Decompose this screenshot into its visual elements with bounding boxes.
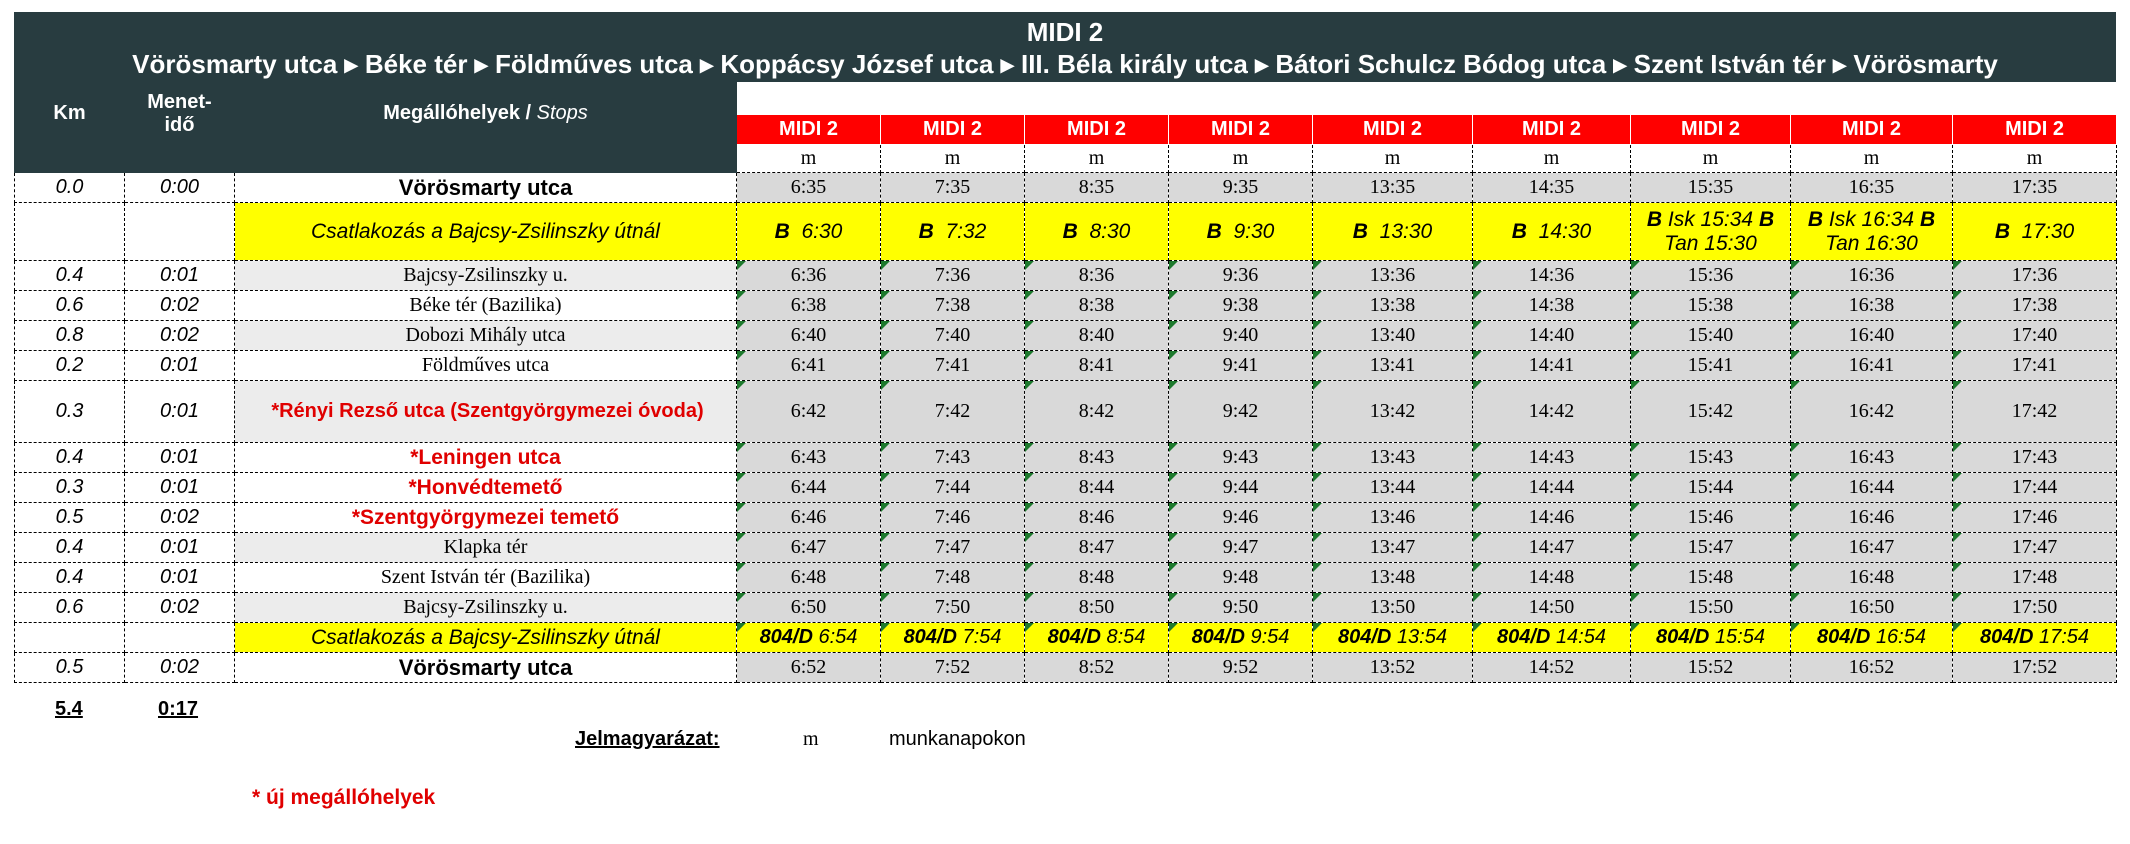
departure-time: 7:43	[881, 443, 1025, 473]
departure-time: 7:48	[881, 563, 1025, 593]
departure-time: 9:38	[1169, 291, 1313, 321]
connection-cell: B Isk 15:34 B Tan 15:30	[1631, 203, 1791, 261]
departure-time: 16:46	[1791, 503, 1953, 533]
departure-time: 13:52	[1313, 653, 1473, 683]
departure-time: 16:48	[1791, 563, 1953, 593]
departure-time: 15:47	[1631, 533, 1791, 563]
connection-cell: 804/D 15:54	[1631, 623, 1791, 653]
departure-time: 15:42	[1631, 381, 1791, 443]
departure-time: 14:46	[1473, 503, 1631, 533]
travel-time-cell: 0:02	[125, 653, 235, 683]
departure-time: 6:43	[737, 443, 881, 473]
departure-time: 6:41	[737, 351, 881, 381]
departure-time: 13:44	[1313, 473, 1473, 503]
connection-cell: B 7:32	[881, 203, 1025, 261]
departure-time: 6:38	[737, 291, 881, 321]
travel-time-cell: 0:01	[125, 443, 235, 473]
connection-cell: 804/D 13:54	[1313, 623, 1473, 653]
departure-time: 15:48	[1631, 563, 1791, 593]
travel-time-cell: 0:02	[125, 321, 235, 351]
table-row	[15, 443, 2117, 473]
departure-time: 15:41	[1631, 351, 1791, 381]
departure-time: 14:47	[1473, 533, 1631, 563]
departure-time: 8:36	[1025, 261, 1169, 291]
departure-time: 6:48	[737, 563, 881, 593]
departure-time: 13:43	[1313, 443, 1473, 473]
travel-time-cell: 0:01	[125, 261, 235, 291]
departure-time: 17:48	[1953, 563, 2117, 593]
stop-name: Földműves utca	[235, 351, 737, 381]
connection-cell: B 8:30	[1025, 203, 1169, 261]
connection-cell: 804/D 17:54	[1953, 623, 2117, 653]
departure-time: 15:52	[1631, 653, 1791, 683]
km-cell: 0.2	[15, 351, 125, 381]
departure-time: 16:35	[1791, 173, 1953, 203]
departure-time: 13:47	[1313, 533, 1473, 563]
travel-time-cell: 0:01	[125, 381, 235, 443]
travel-time-cell: 0:01	[125, 351, 235, 381]
departure-time: 6:50	[737, 593, 881, 623]
departure-time: 16:42	[1791, 381, 1953, 443]
departure-time: 15:40	[1631, 321, 1791, 351]
km-cell: 0.6	[15, 593, 125, 623]
travel-time-cell: 0:02	[125, 291, 235, 321]
connection-cell: B 6:30	[737, 203, 881, 261]
table-row	[15, 503, 2117, 533]
departure-time: 16:43	[1791, 443, 1953, 473]
departure-time: 15:50	[1631, 593, 1791, 623]
departure-time: 17:40	[1953, 321, 2117, 351]
connection-cell: B 13:30	[1313, 203, 1473, 261]
route-label: MIDI 2	[1631, 115, 1791, 145]
departure-time: 17:47	[1953, 533, 2117, 563]
departure-time: 14:41	[1473, 351, 1631, 381]
stop-name: Bajcsy-Zsilinszky u.	[235, 593, 737, 623]
departure-time: 17:52	[1953, 653, 2117, 683]
departure-time: 15:46	[1631, 503, 1791, 533]
departure-time: 13:36	[1313, 261, 1473, 291]
km-cell: 0.3	[15, 473, 125, 503]
legend-label: Jelmagyarázat:	[575, 728, 720, 750]
departure-time: 6:36	[737, 261, 881, 291]
departure-time: 16:44	[1791, 473, 1953, 503]
departure-time: 6:42	[737, 381, 881, 443]
departure-time: 9:41	[1169, 351, 1313, 381]
stop-name: *Honvédtemető	[235, 473, 737, 503]
legend-description: munkanapokon	[889, 728, 1026, 750]
departure-time: 8:46	[1025, 503, 1169, 533]
departure-time: 17:43	[1953, 443, 2117, 473]
departure-time: 9:50	[1169, 593, 1313, 623]
timetable-header	[14, 12, 2116, 82]
departure-time: 8:44	[1025, 473, 1169, 503]
departure-time: 9:48	[1169, 563, 1313, 593]
stop-name: Bajcsy-Zsilinszky u.	[235, 261, 737, 291]
service-mark: m	[1025, 145, 1169, 173]
table-row	[15, 291, 2117, 321]
departure-time: 13:46	[1313, 503, 1473, 533]
route-label: MIDI 2	[1473, 115, 1631, 145]
departure-time: 8:43	[1025, 443, 1169, 473]
departure-time: 16:52	[1791, 653, 1953, 683]
route-label: MIDI 2	[1313, 115, 1473, 145]
stop-name: Klapka tér	[235, 533, 737, 563]
departure-time: 6:40	[737, 321, 881, 351]
stop-name: Béke tér (Bazilika)	[235, 291, 737, 321]
table-row	[15, 351, 2117, 381]
departure-time: 9:40	[1169, 321, 1313, 351]
departure-time: 7:35	[881, 173, 1025, 203]
departure-time: 17:38	[1953, 291, 2117, 321]
route-label: MIDI 2	[1025, 115, 1169, 145]
departure-time: 14:38	[1473, 291, 1631, 321]
travel-time-cell: 0:02	[125, 503, 235, 533]
travel-time-cell: 0:01	[125, 563, 235, 593]
departure-time: 13:40	[1313, 321, 1473, 351]
km-cell: 0.3	[15, 381, 125, 443]
legend-symbol: m	[803, 728, 819, 750]
connection-row	[15, 623, 2117, 653]
departure-time: 14:48	[1473, 563, 1631, 593]
departure-time: 6:52	[737, 653, 881, 683]
departure-time: 15:43	[1631, 443, 1791, 473]
departure-time: 17:41	[1953, 351, 2117, 381]
table-row	[15, 381, 2117, 443]
connection-label: Csatlakozás a Bajcsy-Zsilinszky útnál	[235, 623, 737, 653]
departure-time: 16:36	[1791, 261, 1953, 291]
stop-name: Vörösmarty utca	[235, 653, 737, 683]
departure-time: 6:44	[737, 473, 881, 503]
service-mark: m	[1473, 145, 1631, 173]
departure-time: 8:41	[1025, 351, 1169, 381]
departure-time: 17:44	[1953, 473, 2117, 503]
departure-time: 8:38	[1025, 291, 1169, 321]
departure-time: 16:38	[1791, 291, 1953, 321]
departure-time: 9:36	[1169, 261, 1313, 291]
new-stops-note: * új megállóhelyek	[252, 786, 436, 809]
stop-name: *Szentgyörgymezei temető	[235, 503, 737, 533]
km-cell: 0.6	[15, 291, 125, 321]
departure-time: 9:35	[1169, 173, 1313, 203]
total-km: 5.4	[55, 698, 83, 720]
departure-time: 14:43	[1473, 443, 1631, 473]
km-cell: 0.4	[15, 261, 125, 291]
stop-name: Vörösmarty utca	[235, 173, 737, 203]
table-row	[15, 473, 2117, 503]
route-label: MIDI 2	[737, 115, 881, 145]
travel-time-cell: 0:00	[125, 173, 235, 203]
departure-time: 8:47	[1025, 533, 1169, 563]
table-row	[15, 321, 2117, 351]
km-cell: 0.0	[15, 173, 125, 203]
table-row	[15, 533, 2117, 563]
stop-name: Dobozi Mihály utca	[235, 321, 737, 351]
departure-time: 9:43	[1169, 443, 1313, 473]
departure-time: 9:52	[1169, 653, 1313, 683]
departure-time: 13:42	[1313, 381, 1473, 443]
service-mark: m	[737, 145, 881, 173]
service-mark: m	[1631, 145, 1791, 173]
connection-cell: 804/D 14:54	[1473, 623, 1631, 653]
connection-cell: B Isk 16:34 B Tan 16:30	[1791, 203, 1953, 261]
connection-cell: 804/D 16:54	[1791, 623, 1953, 653]
connection-cell: 804/D 8:54	[1025, 623, 1169, 653]
departure-time: 9:44	[1169, 473, 1313, 503]
route-label: MIDI 2	[881, 115, 1025, 145]
departure-time: 15:35	[1631, 173, 1791, 203]
route-label: MIDI 2	[1791, 115, 1953, 145]
total-time: 0:17	[158, 698, 199, 720]
travel-time-header: Menet- idő	[125, 83, 235, 145]
departure-time: 13:48	[1313, 563, 1473, 593]
connection-cell: 804/D 7:54	[881, 623, 1025, 653]
departure-time: 16:40	[1791, 321, 1953, 351]
departure-time: 16:47	[1791, 533, 1953, 563]
table-row	[15, 563, 2117, 593]
stop-name: Szent István tér (Bazilika)	[235, 563, 737, 593]
departure-time: 17:36	[1953, 261, 2117, 291]
departure-time: 17:46	[1953, 503, 2117, 533]
line-title: MIDI 2	[1026, 17, 1104, 47]
departure-time: 8:40	[1025, 321, 1169, 351]
departure-time: 14:40	[1473, 321, 1631, 351]
departure-time: 14:42	[1473, 381, 1631, 443]
connection-cell: B 14:30	[1473, 203, 1631, 261]
km-cell: 0.5	[15, 653, 125, 683]
departure-time: 7:41	[881, 351, 1025, 381]
connection-cell: 804/D 6:54	[737, 623, 881, 653]
departure-time: 7:36	[881, 261, 1025, 291]
route-label: MIDI 2	[1953, 115, 2117, 145]
km-cell: 0.4	[15, 443, 125, 473]
departure-time: 13:41	[1313, 351, 1473, 381]
departure-time: 7:47	[881, 533, 1025, 563]
departure-time: 14:35	[1473, 173, 1631, 203]
departure-time: 13:35	[1313, 173, 1473, 203]
stops-header: Megállóhelyek / Stops	[235, 83, 737, 145]
timetable	[14, 82, 2117, 683]
travel-time-cell: 0:02	[125, 593, 235, 623]
connection-cell: 804/D 9:54	[1169, 623, 1313, 653]
departure-time: 17:35	[1953, 173, 2117, 203]
table-row	[15, 593, 2117, 623]
departure-time: 7:44	[881, 473, 1025, 503]
departure-time: 14:36	[1473, 261, 1631, 291]
departure-time: 9:42	[1169, 381, 1313, 443]
km-cell: 0.8	[15, 321, 125, 351]
departure-time: 14:50	[1473, 593, 1631, 623]
stop-name: *Rényi Rezső utca (Szentgyörgymezei óvoda)	[235, 381, 737, 443]
departure-time: 8:50	[1025, 593, 1169, 623]
table-row	[15, 653, 2117, 683]
departure-time: 6:46	[737, 503, 881, 533]
departure-time: 8:35	[1025, 173, 1169, 203]
service-mark: m	[881, 145, 1025, 173]
departure-time: 6:47	[737, 533, 881, 563]
travel-time-cell: 0:01	[125, 533, 235, 563]
km-cell: 0.4	[15, 563, 125, 593]
departure-time: 13:50	[1313, 593, 1473, 623]
service-mark: m	[1953, 145, 2117, 173]
connection-row	[15, 203, 2117, 261]
departure-time: 13:38	[1313, 291, 1473, 321]
departure-time: 7:40	[881, 321, 1025, 351]
departure-time: 17:42	[1953, 381, 2117, 443]
departure-time: 7:38	[881, 291, 1025, 321]
service-mark: m	[1791, 145, 1953, 173]
departure-time: 16:41	[1791, 351, 1953, 381]
table-row	[15, 261, 2117, 291]
departure-time: 7:52	[881, 653, 1025, 683]
route-description: Vörösmarty utca ▸ Béke tér ▸ Földműves utca ▸ Koppácsy József utca ▸ III. Béla király utca ▸ Bátori Schulcz Bódog utca ▸ Szent István tér ▸ Vörösmarty	[132, 49, 1998, 79]
connection-label: Csatlakozás a Bajcsy-Zsilinszky útnál	[235, 203, 737, 261]
departure-time: 8:52	[1025, 653, 1169, 683]
departure-time: 7:46	[881, 503, 1025, 533]
service-mark: m	[1169, 145, 1313, 173]
km-header: Km	[15, 83, 125, 145]
travel-time-cell: 0:01	[125, 473, 235, 503]
departure-time: 7:50	[881, 593, 1025, 623]
departure-time: 9:47	[1169, 533, 1313, 563]
connection-cell: B 17:30	[1953, 203, 2117, 261]
km-cell: 0.4	[15, 533, 125, 563]
departure-time: 15:38	[1631, 291, 1791, 321]
departure-time: 7:42	[881, 381, 1025, 443]
departure-time: 16:50	[1791, 593, 1953, 623]
departure-time: 14:52	[1473, 653, 1631, 683]
departure-time: 15:44	[1631, 473, 1791, 503]
departure-time: 14:44	[1473, 473, 1631, 503]
departure-time: 8:48	[1025, 563, 1169, 593]
departure-time: 6:35	[737, 173, 881, 203]
service-mark: m	[1313, 145, 1473, 173]
connection-cell: B 9:30	[1169, 203, 1313, 261]
table-row	[15, 173, 2117, 203]
km-cell: 0.5	[15, 503, 125, 533]
departure-time: 9:46	[1169, 503, 1313, 533]
departure-time: 8:42	[1025, 381, 1169, 443]
route-label: MIDI 2	[1169, 115, 1313, 145]
departure-time: 15:36	[1631, 261, 1791, 291]
departure-time: 17:50	[1953, 593, 2117, 623]
stop-name: *Leningen utca	[235, 443, 737, 473]
